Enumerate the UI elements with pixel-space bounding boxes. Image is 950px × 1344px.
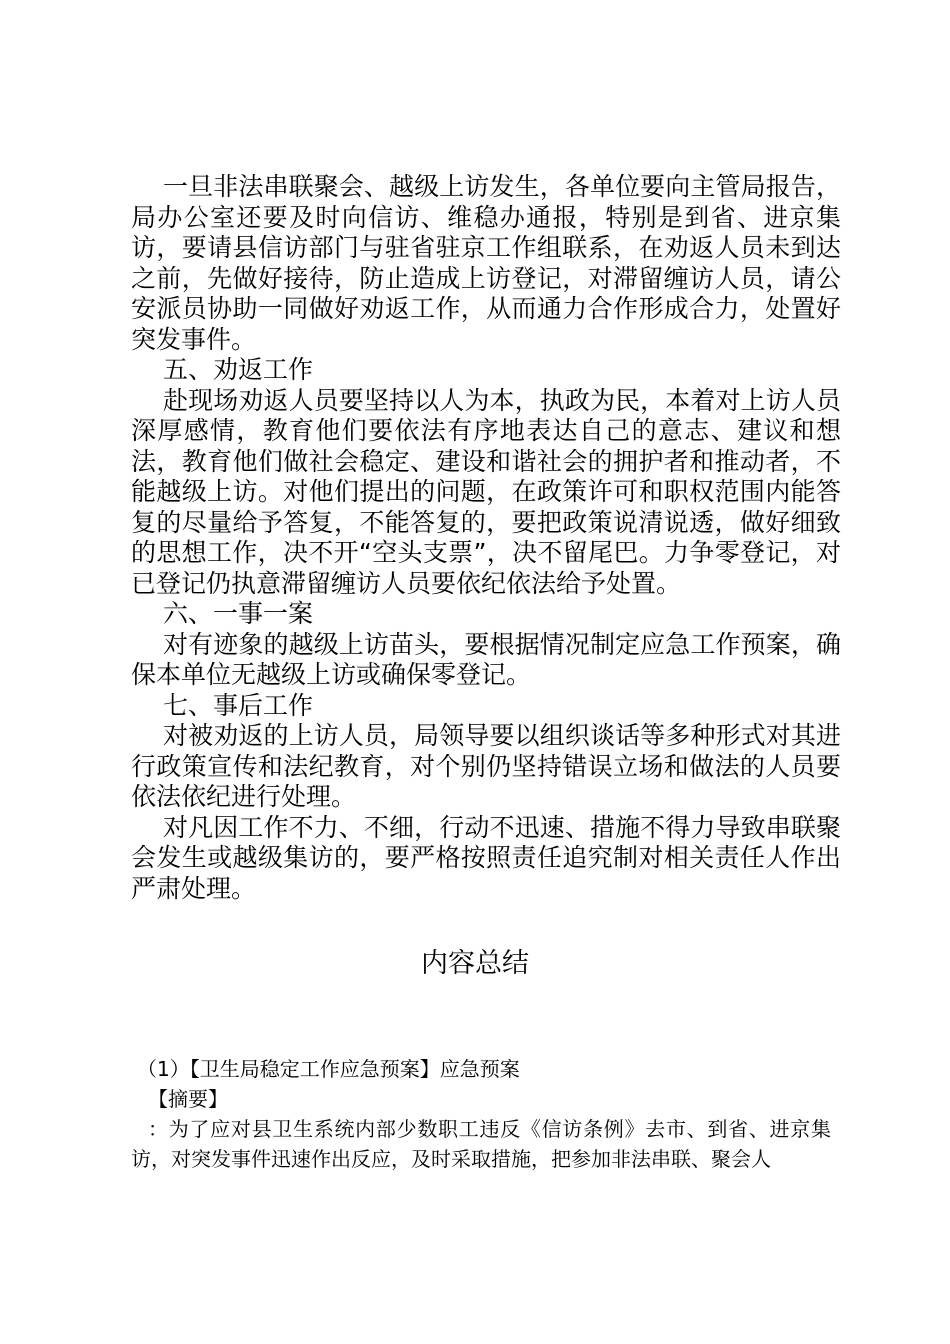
document-body	[131, 172, 841, 904]
section-heading-followup: 七、事后工作	[163, 690, 314, 720]
abstract-label: 【摘要】	[148, 1087, 228, 1111]
section-heading-persuasion: 五、劝返工作	[163, 355, 314, 384]
paragraph-accountability: 对凡因工作不力、不细，行动不迅速、措施不得力导致串联聚会发生或越级集访的，要严格按照责任追究制对相关责任人作出严肃处理。	[131, 812, 841, 903]
summary-title: 内容总结	[421, 948, 529, 979]
abstract-text: ：为了应对县卫生系统内部少数职工违反《信访条例》去市、到省、进京集访，对突发事件迅速作出反应，及时采取措施，把参加非法串联、聚会人	[131, 1117, 831, 1171]
summary-reference: （1）【卫生局稳定工作应急预案】应急预案	[137, 1057, 520, 1081]
paragraph-case-plan: 对有迹象的越级上访苗头，要根据情况制定应急工作预案，确保本单位无越级上访或确保零登记。	[131, 629, 841, 689]
paragraph-incident-report: 一旦非法串联聚会、越级上访发生，各单位要向主管局报告，局办公室还要及时向信访、维稳办通报，特别是到省、进京集访，要请县信访部门与驻省驻京工作组联系，在劝返人员未到达之前，先做好接待，防止造成上访登记，对滞留缠访人员，请公安派员协助一同做好劝返工作，从而通力合作形成合力，处置好突发事件。	[131, 172, 841, 354]
paragraph-persuasion: 赴现场劝返人员要坚持以人为本，执政为民，本着对上访人员深厚感情，教育他们要依法有序地表达自己的意志、建议和想法，教育他们做社会稳定、建设和谐社会的拥护者和推动者，不能越级上访。对他们提出的问题，在政策许可和职权范围内能答复的尽量给予答复，不能答复的，要把政策说清说透，做好细致的思想工作，决不开“空头支票”，决不留尾巴。力争零登记，对已登记仍执意滞留缠访人员要依纪依法给予处置。	[131, 385, 841, 598]
summary-section	[131, 1054, 831, 1174]
section-heading-case-plan: 六、一事一案	[163, 599, 314, 628]
paragraph-followup: 对被劝返的上访人员，局领导要以组织谈话等多种形式对其进行政策宣传和法纪教育，对个别仍坚持错误立场和做法的人员要依法依纪进行处理。	[131, 721, 841, 811]
